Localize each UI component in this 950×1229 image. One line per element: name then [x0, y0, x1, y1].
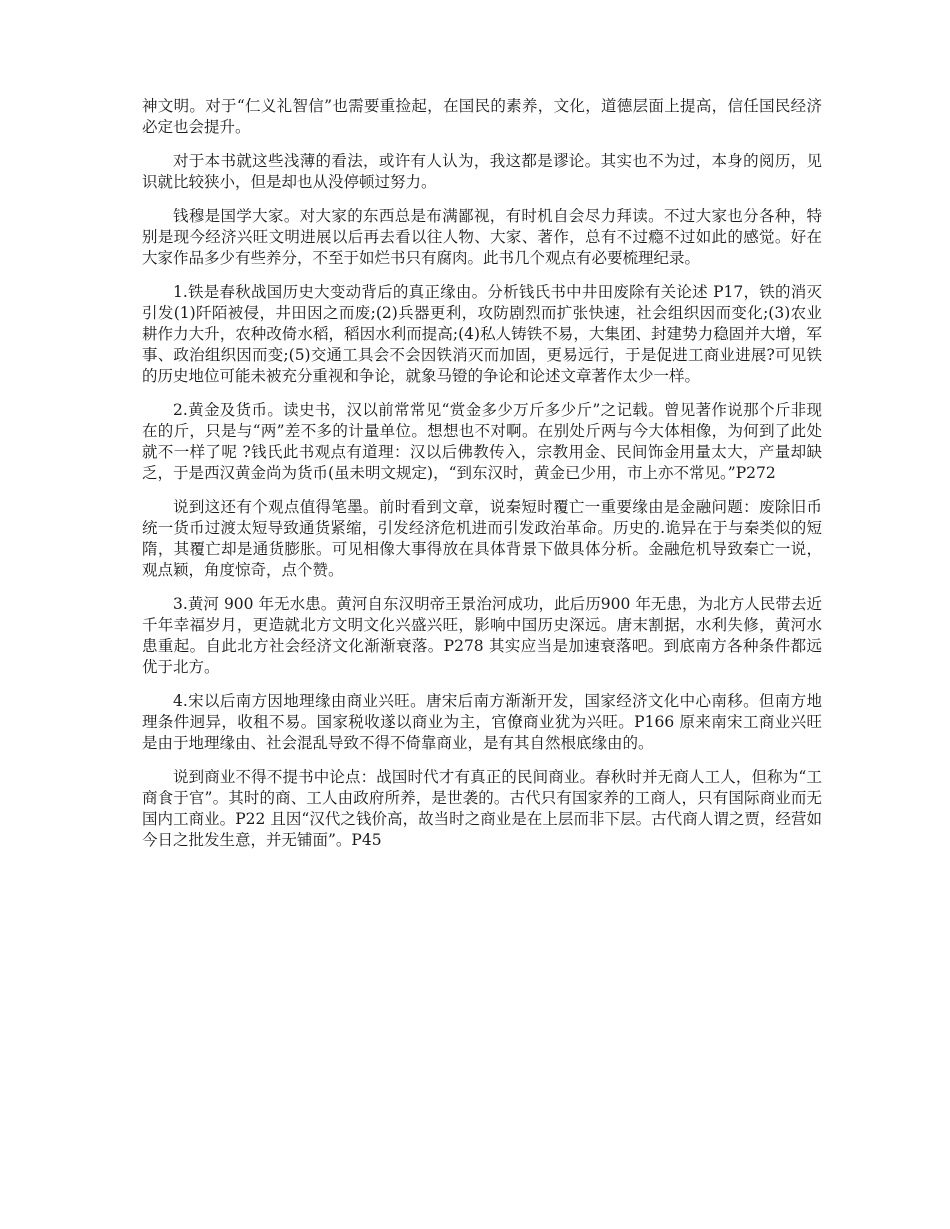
paragraph-warring-states-commerce: 说到商业不得不提书中论点：战国时代才有真正的民间商业。春秋时并无商人工人，但称为“工商食于官”。其时的商、工人由政府所养，是世袭的。古代只有国家养的工商人，只有国际商业而无国内工商业。P22 且因“汉代之钱价高，故当时之商业是在上层而非下层。古代商人谓之贾，经营如今日之批发生意，并无铺面”。P45: [142, 768, 822, 849]
document-body: [142, 96, 822, 864]
paragraph-qin-finance: 说到这还有个观点值得笔墨。前时看到文章，说秦短时覆亡一重要缘由是金融问题：废除旧币统一货币过渡太短导致通货紧缩，引发经济危机进而引发政治革命。历史的.诡异在于与秦类似的短隋，其覆亡却是通货膨胀。可见相像大事得放在具体背景下做具体分析。金融危机导致秦亡一说，观点颖，角度惊奇，点个赞。: [142, 498, 822, 579]
paragraph-point-southern-commerce: 4.宋以后南方因地理缘由商业兴旺。唐宋后南方渐渐开发，国家经济文化中心南移。但南方地理条件迥异，收租不易。国家税收遂以商业为主，官僚商业犹为兴旺。P166 原来南宋工商业兴旺是由于地理缘由、社会混乱导致不得不倚靠商业，是有其自然根底缘由的。: [142, 692, 822, 752]
paragraph-point-yellow-river: 3.黄河 900 年无水患。黄河自东汉明帝王景治河成功，此后历900 年无患，为北方人民带去近千年幸福岁月，更造就北方文明文化兴盛兴旺，影响中国历史深远。唐末割据，水利失修，黄河水患重起。自此北方社会经济文化渐渐衰落。P278 其实应当是加速衰落吧。到底南方各种条件都远优于北方。: [142, 595, 822, 676]
paragraph-qian-mu-intro: 钱穆是国学大家。对大家的东西总是布满鄙视，有时机自会尽力拜读。不过大家也分各种，特别是现今经济兴旺文明进展以后再去看以往人物、大家、著作，总有不过瘾不过如此的感觉。好在大家作品多少有些养分，不至于如烂书只有腐肉。此书几个观点有必要梳理纪录。: [142, 207, 822, 267]
paragraph-author-opinion: 对于本书就这些浅薄的看法，或许有人认为，我这都是谬论。其实也不为过，本身的阅历，见识就比较狭小，但是却也从没停顿过努力。: [142, 152, 822, 191]
paragraph-point-gold-currency: 2.黄金及货币。读史书，汉以前常常见“赏金多少万斤多少斤”之记载。曾见著作说那个斤非现在的斤，只是与“两”差不多的计量单位。想想也不对啊。在别处斤两与今大体相像，为何到了此处就不一样了呢 ?钱氏此书观点有道理：汉以后佛教传入，宗教用金、民间饰金用量太大，产量却缺乏，于是西汉黄金尚为货币(虽未明文规定)，“到东汉时，黄金已少用，市上亦不常见。”P272: [142, 401, 822, 482]
paragraph-point-iron: 1.铁是春秋战国历史大变动背后的真正缘由。分析钱氏书中井田废除有关论述 P17，铁的消灭引发(1)阡陌被侵，井田因之而废;(2)兵器更利，攻防剧烈而扩张快速，社会组织因而变化;(3)农业耕作力大升，农种改倚水稻，稻因水利而提高;(4)私人铸铁不易，大集团、封建势力稳固并大增，军事、政治组织因而变;(5)交通工具会不会因铁消灭而加固，更易远行，于是促进工商业进展?可见铁的历史地位可能未被充分重视和争论，就象马镫的争论和论述文章著作太少一样。: [142, 283, 822, 385]
paragraph-continuation: 神文明。对于“仁义礼智信”也需要重捡起，在国民的素养，文化，道德层面上提高，信任国民经济必定也会提升。: [142, 97, 822, 136]
